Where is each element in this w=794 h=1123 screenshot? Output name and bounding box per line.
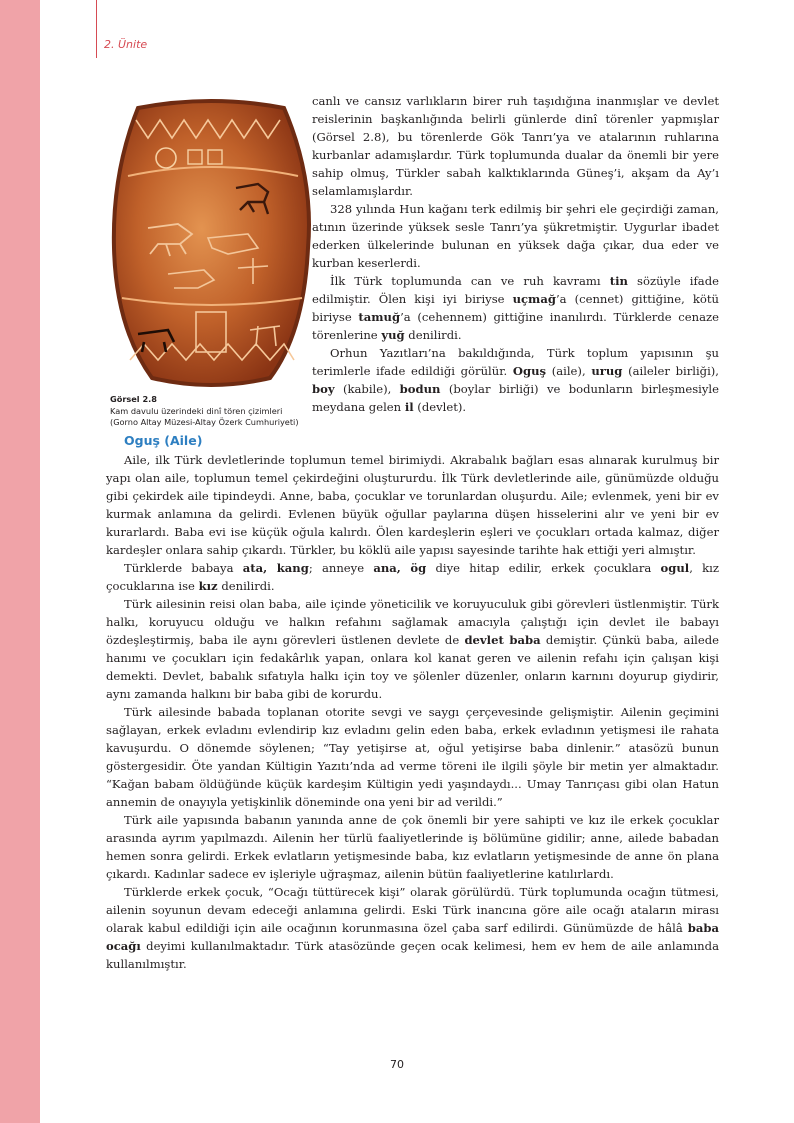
- section-paragraph-6: [106, 883, 719, 973]
- section-body: [106, 451, 719, 973]
- section-paragraph-2: [106, 559, 719, 595]
- unit-label: 2. Ünite: [104, 38, 148, 51]
- section-heading: Oguş (Aile): [124, 433, 203, 448]
- term-urug: urug: [591, 364, 623, 378]
- figure-caption-line-2: (Gorno Altay Müzesi-Altay Özerk Cumhuriyeti): [110, 417, 299, 427]
- term-tamug: tamuğ: [358, 310, 401, 324]
- term-il: il: [404, 400, 414, 414]
- section-paragraph-1: Aile, ilk Türk devletlerinde toplumun temel birimiydi. Akrabalık bağları esas alınarak kurulmuş bir yapı olan aile, toplumun temel çekirdeğini oluştururdu. İlk Türk devletlerinde aile, günümüzde olduğu gibi çekirdek aile tipindeydi. Anne, baba, çocuklar ve torunlardan oluşurdu. Aile; evlenmek, yeni bir ev kurmak anlamına da gelirdi. Evlenen büyük oğullar paylarına düşen hisselerini alır ve yeni bir ev kurarlardı. Baba evi ise küçük oğula kalırdı. Ölen kardeşlerin eşleri ve çocukları ortada kalmaz, diğer kardeşler onlara sahip çıkardı. Türkler, bu köklü aile yapısı sayesinde tarihte hak ettiği yeri almıştır.: [106, 453, 719, 557]
- section-paragraph-5: Türk aile yapısında babanın yanında anne de çok önemli bir yere sahipti ve kız ile erkek çocuklar arasında ayrım yapılmazdı. Ailenin her türlü faaliyetlerinde iş bölümüne gidilir; anne, ailede babadan hemen sonra gelirdi. Erkek evlatların yetişmesinde baba, kız evlatların yetişmesinde de anne ön plana çıkardı. Kadınlar sadece ev işleriyle uğraşmaz, ailenin bütün faaliyetlerine katılırlardı.: [106, 813, 719, 881]
- term-tin: tin: [609, 274, 628, 288]
- term-boy: boy: [312, 382, 335, 396]
- text-run: denilirdi.: [404, 328, 462, 342]
- side-color-band: [0, 0, 40, 1123]
- term-ucmag: uçmağ: [512, 292, 556, 306]
- text-run: , kız çocuklarına ise: [106, 561, 719, 593]
- text-run: (kabile),: [334, 382, 400, 396]
- text-run: ’a (cennet) gittiğine, kötü biriyse: [312, 292, 719, 324]
- text-run: Türk ailesinin reisi olan baba, aile içinde yöneticilik ve koruyuculuk gibi görevleri üstlenmiştir. Türk halkı, koruyucu olduğu ve halkın refahını sağlamak amacıyla çalıştığı için devlet ile babayı özdeşleştirmiş, baba ile aynı görevleri üstlenen devlete de: [106, 597, 719, 647]
- figure-caption-line-1: Kam davulu üzerindeki dinî tören çizimleri: [110, 405, 283, 416]
- intro-paragraph-4: [312, 344, 719, 416]
- term-ogus: Oguş: [512, 364, 547, 378]
- text-run: Orhun Yazıtları’na bakıldığında, Türk toplum yapısının şu terimlerle ifade edildiği görülür.: [312, 346, 719, 378]
- intro-paragraph-2: 328 yılında Hun kağanı terk edilmiş bir şehri ele geçirdiği zaman, atının üzerinde yüksek sesle Tanrı’ya şükretmiştir. Uygurlar ibadet ederken ülkelerinde bulunan en yüksek dağa çıkar, dua eder ve kurban keserlerdi.: [312, 202, 719, 270]
- text-run: (aile),: [546, 364, 592, 378]
- shaman-drum-image: [108, 98, 314, 388]
- header-rule: [96, 0, 97, 58]
- term-baba-ocagi: baba ocağı: [106, 921, 719, 953]
- figure-caption: [110, 394, 330, 429]
- page-number: 70: [390, 1058, 404, 1071]
- text-run: Türklerde babaya: [124, 561, 243, 575]
- text-run: (devlet).: [413, 400, 467, 414]
- intro-paragraph-1: canlı ve cansız varlıkların birer ruh taşıdığına inanmışlar ve devlet reislerinin başkanlığında belirli günlerde dinî törenler yapmışlar (Görsel 2.8), bu törenlerde Gök Tanrı’ya ve atalarının ruhlarına kurbanlar adamışlardır. Türk toplumunda dualar da önemli bir yere sahip olmuş, Türkler sabah kalktıklarında Güneş’i, akşam da Ay’ı selamlamışlardır.: [312, 94, 719, 198]
- section-paragraph-3: [106, 595, 719, 703]
- term-ana-og: ana, ög: [373, 561, 427, 575]
- term-bodun: bodun: [399, 382, 441, 396]
- text-run: sözüyle ifade edilmiştir. Ölen kişi iyi biriyse: [312, 274, 719, 306]
- text-run: İlk Türk toplumunda can ve ruh kavramı: [330, 274, 610, 288]
- intro-column: [312, 92, 719, 416]
- text-run: denilirdi.: [217, 579, 275, 593]
- text-run: (boylar birliği) ve bodunların birleşmesiyle meydana gelen: [312, 382, 719, 414]
- term-ogul: ogul: [660, 561, 690, 575]
- term-yug: yuğ: [381, 328, 405, 342]
- text-run: diye hitap edilir, erkek çocuklara: [426, 561, 661, 575]
- section-paragraph-4: Türk ailesinde babada toplanan otorite sevgi ve saygı çerçevesinde gelişmiştir. Ailenin geçimini sağlayan, erkek evladını evlendirip kız evladını gelin eden baba, erkek evladının yetişmesi ile rahata kavuşurdu. O dönemde söylenen; “Tay yetişirse at, oğul yetişirse baba dinlenir.” atasözü bunun göstergesidir. Öte yandan Kültigin Yazıtı’nda ad verme töreni ile ilgili şöyle bir metin yer almaktadır. “Kağan babam öldüğünde küçük kardeşim Kültigin yedi yaşındaydı... Umay Tanrıçası gibi olan Hatun annemin de onayıyla yetişkinlik döneminde ona yeni bir ad verildi.”: [106, 705, 719, 809]
- text-run: demiştir. Çünkü baba, ailede hanımı ve çocukları için fedakârlık yapan, onlara kol kanat geren ve ailenin refahı için çalışan kişi demekti. Devlet, babalık sıfatıyla halkı için toy ve şölenler düzenler, onların karnını doyurup giydirir, aynı zamanda halkını bir baba gibi de korurdu.: [106, 633, 720, 701]
- term-kiz: kız: [198, 579, 218, 593]
- text-run: ; anneye: [308, 561, 374, 575]
- text-run: (aileler birliği),: [622, 364, 719, 378]
- term-ata-kang: ata, kang: [242, 561, 309, 575]
- figure-title: Görsel 2.8: [110, 394, 157, 404]
- text-run: ’a (cehennem) gittiğine inanılırdı. Türklerde cenaze törenlerine: [312, 310, 719, 342]
- intro-paragraph-3: [312, 272, 719, 344]
- term-devlet-baba: devlet baba: [464, 633, 541, 647]
- text-run: deyimi kullanılmaktadır. Türk atasözünde geçen ocak kelimesi, hem ev hem de aile anlamında kullanılmıştır.: [106, 939, 719, 971]
- text-run: Türklerde erkek çocuk, “Ocağı tüttürecek kişi” olarak görülürdü. Türk toplumunda ocağın tütmesi, ailenin soyunun devam edeceği anlamına gelirdi. Eski Türk inancına göre aile ocağı ataların mirası olarak kabul edildiği için aile ocağının korunmasına özel çaba sarf edilirdi. Günümüzde de hâlâ: [106, 885, 719, 935]
